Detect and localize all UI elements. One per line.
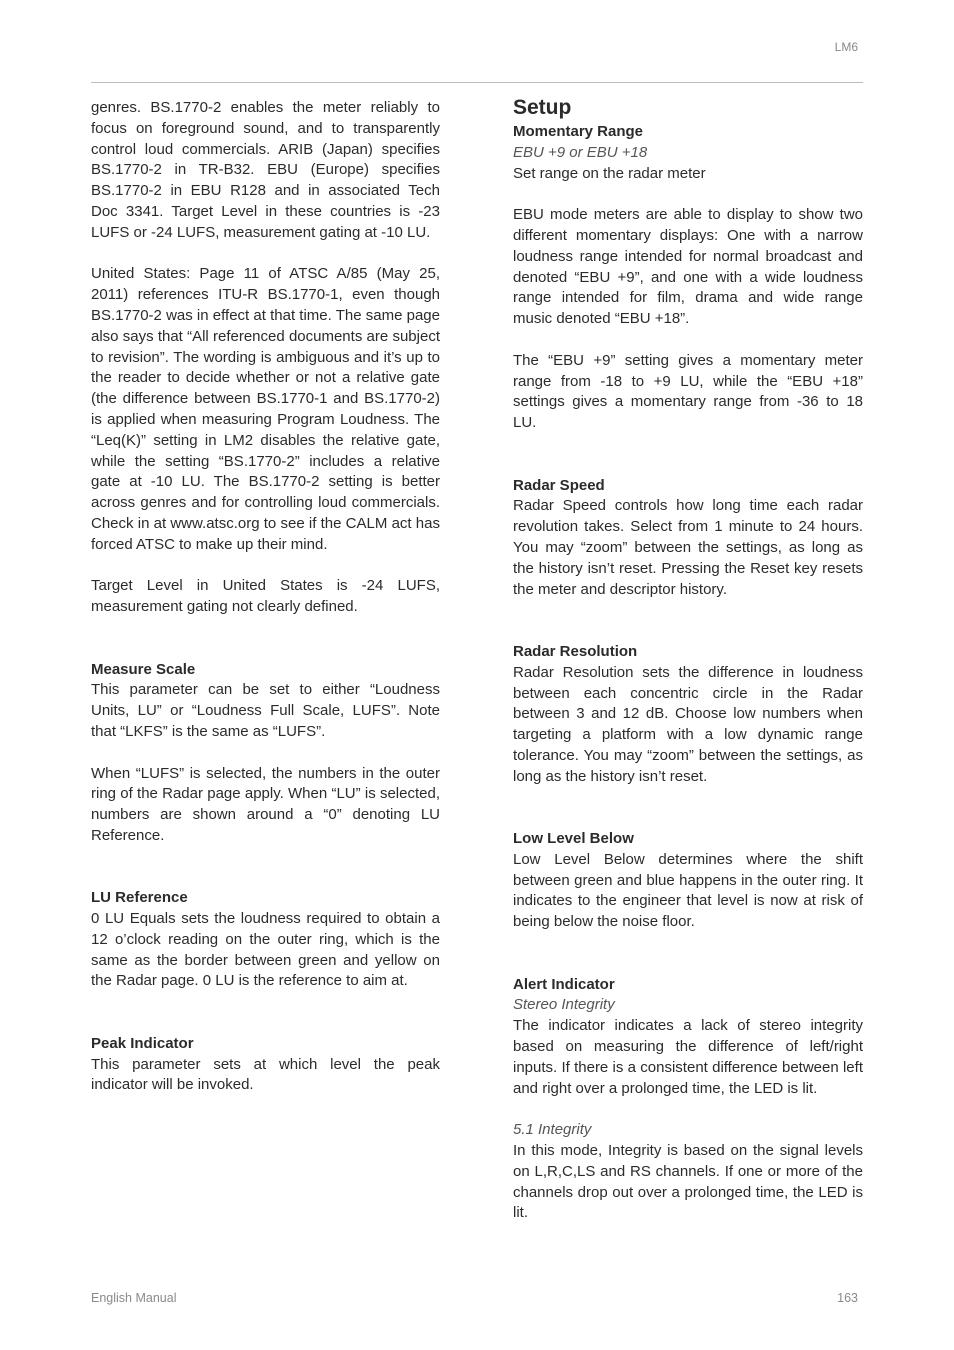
radar-resolution-heading: Radar Resolution — [513, 642, 638, 660]
setup-title: Setup — [513, 96, 572, 119]
header-divider — [91, 82, 863, 83]
left-paragraph-target-level: Target Level in United States is -24 LUFS, measurement gating not clearly defined. — [91, 577, 440, 616]
peak-indicator-paragraph: This parameter sets at which level the peak indicator will be invoked. — [91, 1055, 440, 1094]
lu-reference-heading: LU Reference — [91, 889, 188, 907]
measure-scale-paragraph-1: This parameter can be set to either “Loudness Units, LU” or “Loudness Full Scale, LUFS”. Note that “LKFS” is the same as “LUFS”. — [91, 681, 440, 740]
alert-indicator-stereo-paragraph: The indicator indicates a lack of stereo integrity based on measuring the difference of left/right inputs. If there is a consistent difference between left and right over a prolonged time, the LED is lit. — [513, 1017, 863, 1097]
peak-indicator-heading: Peak Indicator — [91, 1034, 194, 1052]
alert-indicator-heading: Alert Indicator — [513, 975, 615, 993]
page-number: 163 — [837, 1291, 858, 1305]
alert-indicator-51-subheading: 5.1 Integrity — [513, 1121, 592, 1139]
left-paragraph-genres: genres. BS.1770-2 enables the meter reliably to focus on foreground sound, and to transparently control loud commercials. ARIB (Japan) specifies BS.1770-2 in TR-B32. EBU (Europe) specifies BS.1770-2 in EBU R128 and in associated Tech Doc 3341. Target Level in these countries is -23 LUFS or -24 LUFS, measurement gating at -10 LU. — [91, 99, 440, 241]
lu-reference-paragraph: 0 LU Equals sets the loudness required to obtain a 12 o’clock reading on the outer ring, which is the same as the border between green and yellow on the Radar page. 0 LU is the reference to aim at. — [91, 910, 440, 990]
left-paragraph-united-states: United States: Page 11 of ATSC A/85 (May 25, 2011) references ITU-R BS.1770-1, even though BS.1770-2 was in effect at that time. The same page also says that “All referenced documents are subject to revision”. The wording is ambiguous and it’s up to the reader to decide whether or not a relative gate (the difference between BS.1770-1 and BS.1770-2) is applied when measuring Program Loudness. The “Leq(K)” setting in LM2 disables the relative gate, while the setting “BS.1770-2” includes a relative gate at -10 LU. The BS.1770-2 setting is better across genres and for controlling loud commercials. Check in at www.atsc.org to see if the CALM act has forced ATSC to make up their mind. — [91, 265, 440, 553]
footer-manual-label: English Manual — [91, 1291, 177, 1305]
radar-speed-heading: Radar Speed — [513, 476, 605, 494]
momentary-range-heading: Momentary Range — [513, 123, 644, 140]
right-column — [513, 94, 863, 1224]
alert-indicator-stereo-subheading: Stereo Integrity — [513, 996, 615, 1014]
momentary-range-paragraph-1: EBU mode meters are able to display to show two different momentary displays: One with a narrow loudness range intended for normal broadcast and denoted “EBU +9”, and one with a wide loudness range intended for film, drama and wide range music denoted “EBU +18”. — [513, 206, 863, 328]
left-column — [91, 98, 440, 1096]
header-model-label: LM6 — [834, 40, 858, 54]
low-level-below-heading: Low Level Below — [513, 830, 634, 848]
measure-scale-paragraph-2: When “LUFS” is selected, the numbers in the outer ring of the Radar page apply. When “LU” is selected, numbers are shown around a “0” denoting LU Reference. — [91, 764, 440, 844]
radar-resolution-paragraph: Radar Resolution sets the difference in loudness between each concentric circle in the Radar between 3 and 12 dB. Choose low numbers when targeting a platform with a low dynamic range tolerance. You may “zoom” between the settings, as long as the history isn’t reset. — [513, 663, 863, 785]
radar-speed-paragraph: Radar Speed controls how long time each radar revolution takes. Select from 1 minute to 24 hours. You may “zoom” between the settings, as long as the history isn’t reset. Pressing the Reset key resets the meter and descriptor history. — [513, 497, 863, 598]
alert-indicator-51-paragraph: In this mode, Integrity is based on the signal levels on L,R,C,LS and RS channels. If one or more of the channels drop out over a prolonged time, the LED is lit. — [513, 1142, 863, 1222]
momentary-range-paragraph-2: The “EBU +9” setting gives a momentary meter range from -18 to +9 LU, while the “EBU +18” settings gives a momentary range from -36 to 18 LU. — [513, 351, 863, 432]
low-level-below-paragraph: Low Level Below determines where the shift between green and blue happens in the outer ring. It indicates to the engineer that level is now at risk of being below the noise floor. — [513, 850, 863, 931]
momentary-range-options: EBU +9 or EBU +18 — [513, 143, 648, 161]
momentary-range-summary: Set range on the radar meter — [513, 164, 706, 182]
measure-scale-heading: Measure Scale — [91, 660, 196, 678]
